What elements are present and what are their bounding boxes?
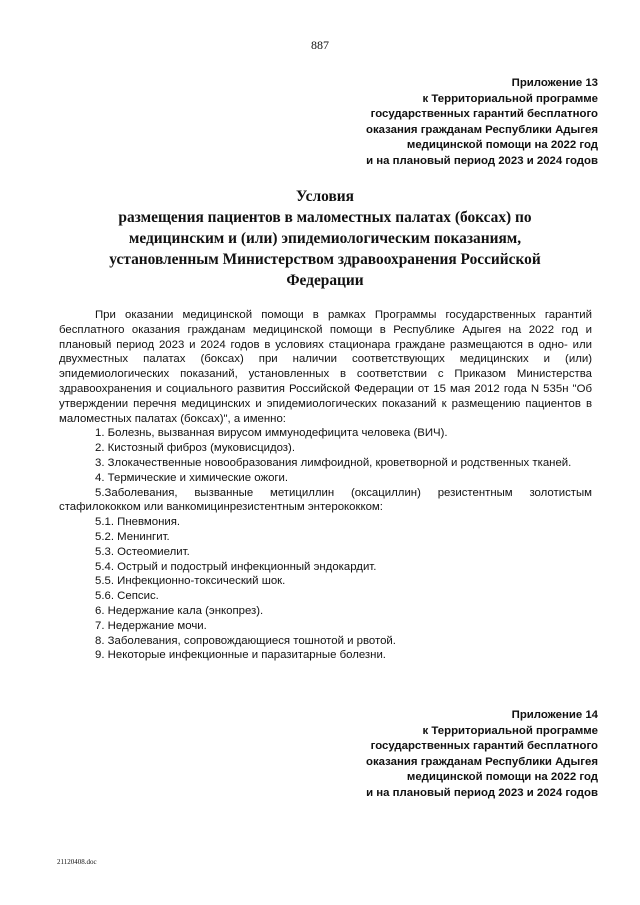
appendix-14-header [298, 708, 598, 802]
appendix-line: государственных гарантий бесплатного [370, 108, 598, 121]
list-item: 2. Кистозный фиброз (муковисцидоз). [95, 442, 295, 455]
list-item: 9. Некоторые инфекционные и паразитарные болезни. [95, 649, 386, 662]
appendix-line: и на плановый период 2023 и 2024 годов [366, 154, 598, 167]
appendix-line: медицинской помощи на 2022 год [406, 139, 598, 152]
appendix-line: оказания гражданам Республики Адыгея [366, 123, 598, 136]
list-item: 5.3. Остеомиелит. [95, 545, 190, 558]
appendix-title: Приложение 13 [511, 77, 598, 89]
document-title [60, 186, 590, 291]
appendix-13-header [298, 76, 598, 170]
list-item: 3. Злокачественные новообразования лимфоидной, кроветворной и родственных тканей. [95, 456, 572, 469]
appendix-line: к Территориальной программе [422, 92, 598, 105]
list-item: 5.Заболевания, вызванные метициллин (оксациллин) резистентным золотистым стафилококком или ванкомицинрезистентным энтерококком: [59, 486, 592, 514]
appendix-line: оказания гражданам Республики Адыгея [366, 755, 598, 768]
appendix-line: к Территориальной программе [422, 724, 598, 737]
list-item: 4. Термические и химические ожоги. [95, 471, 289, 484]
list-item: 6. Недержание кала (энкопрез). [95, 604, 264, 617]
list-item: 7. Недержание мочи. [95, 619, 207, 632]
appendix-line: государственных гарантий бесплатного [370, 740, 598, 753]
title-line: установленным Министерством здравоохранения Российской [109, 251, 541, 268]
appendix-line: медицинской помощи на 2022 год [406, 771, 598, 784]
intro-paragraph: При оказании медицинской помощи в рамках Программы государственных гарантий бесплатного оказания гражданам медицинской помощи в Республике Адыгея на 2022 год и плановый период 2023 и 2024 годов в условиях стационара граждане размещаются в одно- или двухместных палатах (боксах) при наличии соответствующих медицинских и (или) эпидемиологических показаний, установленных в соответствии с Приказом Министерства здравоохранения и социального развития Российской Федерации от 15 мая 2012 года N 535н "Об утверждении перечня медицинских и эпидемиологических показаний к размещению пациентов в маломестных палатах (боксах)", а именно: [59, 309, 592, 425]
title-line: Условия [296, 188, 354, 205]
title-line: Федерации [286, 272, 364, 289]
list-item: 5.6. Сепсис. [95, 590, 159, 603]
list-item: 5.5. Инфекционно-токсический шок. [95, 575, 286, 588]
list-item: 1. Болезнь, вызванная вирусом иммунодефицита человека (ВИЧ). [95, 427, 448, 440]
title-line: размещения пациентов в маломестных палатах (боксах) по [118, 209, 532, 226]
appendix-title: Приложение 14 [511, 709, 598, 721]
footer-file-code: 21120408.doc [57, 858, 97, 866]
title-line: медицинским и (или) эпидемиологическим показаниям, [128, 230, 522, 247]
appendix-line: и на плановый период 2023 и 2024 годов [366, 786, 598, 799]
list-item: 8. Заболевания, сопровождающиеся тошнотой и рвотой. [95, 634, 396, 647]
document-body [59, 308, 592, 663]
list-item: 5.4. Острый и подострый инфекционный эндокардит. [95, 560, 377, 573]
page-number: 887 [311, 38, 329, 52]
list-item: 5.1. Пневмония. [95, 516, 181, 529]
list-item: 5.2. Менингит. [95, 530, 170, 543]
